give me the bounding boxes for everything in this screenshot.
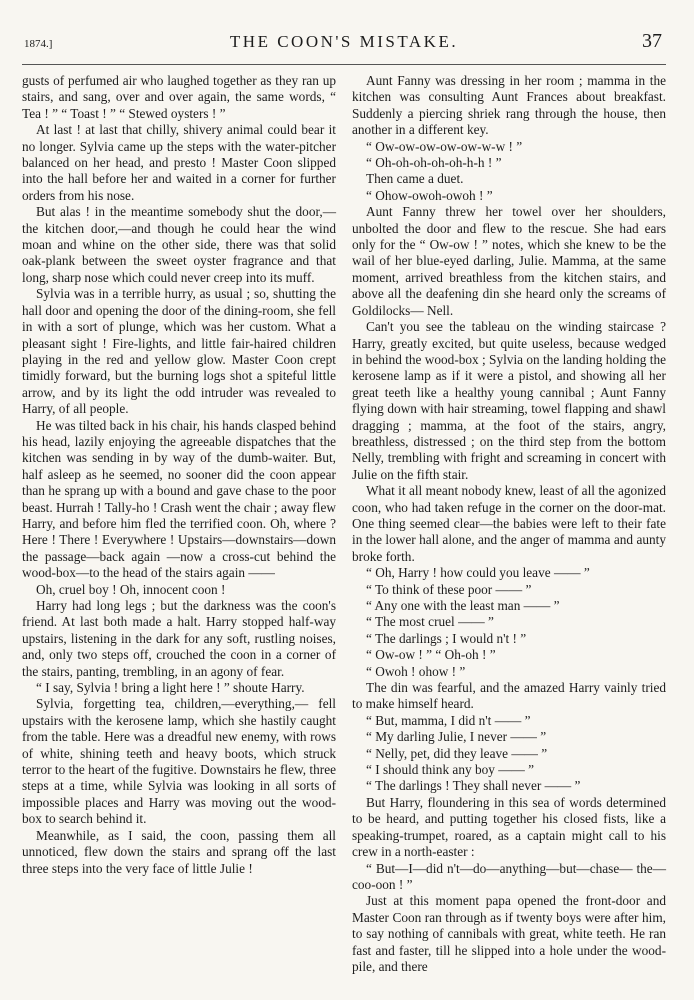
paragraph: Can't you see the tableau on the winding staircase ? Harry, greatly excited, but quite useless, because wedged in behind the wood-box ; Sylvia on the landing holding the kerosene lamp as if it were a pistol, and showing all her great teeth like a healthy young cannibal ; Aunt Fanny flying down with hair streaming, towel flapping and shawl dragging ; mamma, at the foot of the stairs, angry, breathless, distressed ; on the third step from the bottom Nelly, trembling with fright and screaming in concert with Julie on the fifth stair.	[352, 319, 666, 482]
dialogue-line: “ My darling Julie, I never —— ”	[366, 729, 547, 745]
paragraph: But Harry, floundering in this sea of words determined to be heard, and putting together his closed fists, like a speaking-trumpet, roared, as a captain might call to his crew in a north-easter :	[352, 794, 666, 860]
paragraph: Meanwhile, as I said, the coon, passing them all unnoticed, flew down the stairs and sprang off the last three steps into the very face of little Julie !	[22, 827, 336, 876]
dialogue-line: “ Any one with the least man —— ”	[366, 598, 560, 613]
text-columns	[22, 73, 666, 975]
dialogue-line: “ I should think any boy —— ”	[366, 762, 535, 778]
dialogue-line: “ Oh, Harry ! how could you leave —— ”	[366, 565, 590, 581]
paragraph: Harry had long legs ; but the darkness was the coon's friend. At last both made a halt. Harry stopped half-way upstairs, listening in the dark for any soft, rustling noises, and, only two steps off, crouched the coon in a corner of the stairs, panting, trembling, in an agony of fear.	[22, 598, 336, 679]
dialogue-line: “ But, mamma, I did n't —— ”	[366, 712, 531, 728]
dialogue-line: “ Nelly, pet, did they leave —— ”	[366, 745, 548, 761]
dialogue-line: “ Ow-ow ! ” “ Oh-oh ! ”	[366, 647, 496, 663]
dialogue-line: “ Ohow-owoh-owoh ! ”	[366, 187, 493, 203]
dialogue-line: “ The darlings ! They shall never —— ”	[366, 778, 581, 794]
issue-date: 1874.]	[24, 38, 53, 50]
paragraph: Sylvia, forgetting tea, children,—everything,— fell upstairs with the kerosene lamp, which she hastily caught from the table. Here was a dreadful new enemy, with rows of white, shining teeth and heavy boots, which struck terror to the heart of the fugitive. Downstairs he flew, three steps at a time, while Sylvia was looking in all sorts of impossible places and Harry was moving out the wood-box to search behind it.	[22, 696, 336, 827]
paragraph: The din was fearful, and the amazed Harry vainly tried to make himself heard.	[352, 680, 666, 712]
dialogue-line: “ But—I—did n't—do—anything—but—chase— the—coo-oon ! ”	[352, 860, 666, 892]
paragraph: He was tilted back in his chair, his hands clasped behind his head, lazily enjoying the agreeable dispatches that the kitchen was sending in by way of the dumb-waiter. But, half asleep as he seemed, no sooner did the coon appear than he sprang up with a bound and gave chase to the poor beast. Hurrah ! Tally-ho ! Crash went the chair ; away flew Harry, and before him fled the terrified coon. Oh, where ? Here ! There ! Everywhere ! Upstairs—downstairs—down the passage—back again —now a cross-cut behind the wood-box—to the head of the stairs again ——	[22, 417, 336, 581]
paragraph: Then came a duet.	[366, 171, 464, 187]
paragraph: What it all meant nobody knew, least of all the agonized coon, who had taken refuge in the corner on the door-mat. One thing seemed clear—the babies were left to their fate in the lower hall alone, and the anger of mamma and aunty broke forth.	[352, 483, 666, 564]
dialogue-line: “ Ow-ow-ow-ow-ow-w-w ! ”	[366, 138, 523, 154]
paragraph: Aunt Fanny was dressing in her room ; mamma in the kitchen was consulting Aunt Frances about breakfast. Suddenly a piercing shriek rang through the house, then another in a different key.	[352, 73, 666, 138]
dialogue-line: “ The darlings ; I would n't ! ”	[366, 630, 527, 646]
story-title: THE COON'S MISTAKE.	[229, 32, 459, 51]
paragraph: “ I say, Sylvia ! bring a light here ! ” shoute Harry.	[36, 680, 305, 696]
paragraph: At last ! at last that chilly, shivery animal could bear it no longer. Sylvia came up the steps with the water-pitcher balanced on her head, and presto ! Master Coon slipped into the hall before her and waited in a corner for further orders from his nose.	[22, 122, 336, 203]
dialogue-line: “ Oh-oh-oh-oh-oh-h-h ! ”	[366, 155, 502, 171]
running-header	[22, 24, 666, 65]
right-column	[352, 73, 666, 975]
left-column	[22, 73, 336, 975]
dialogue-line: “ Owoh ! ohow ! ”	[366, 663, 466, 679]
paragraph: Just at this moment papa opened the front-door and Master Coon ran through as if twenty boys were after him, to say nothing of cannibals with great, white teeth. He ran fast and faster, till he slipped into a hole under the wood-pile, and there	[352, 893, 666, 974]
dialogue-line: “ The most cruel —— ”	[366, 614, 494, 630]
paragraph: Oh, cruel boy ! Oh, innocent coon !	[36, 581, 226, 597]
paragraph: Aunt Fanny threw her towel over her shoulders, unbolted the door and flew to the rescue. She had ears only for the “ Ow-ow ! ” notes, which she knew to be the wail of her blue-eyed darling, Julie. Mamma, at the same moment, arrived breathless from the kitchen stairs, and above all the deafening din she heard only the screams of Goldilocks— Nell.	[352, 204, 666, 318]
paragraph: But alas ! in the meantime somebody shut the door,—the kitchen door,—and though he could hear the wind moan and whine on the other side, there was that solid oak-plank between the sweet oyster fragrance and that long, sharp nose which could never creep into its muff.	[22, 204, 336, 285]
dialogue-line: “ To think of these poor —— ”	[366, 581, 532, 597]
paragraph: gusts of perfumed air who laughed together as they ran up stairs, and sang, over and over again, the same words, “ Tea ! ” “ Toast ! ” “ Stewed oysters ! ”	[22, 73, 336, 121]
page-number: 37	[642, 30, 662, 52]
paragraph: Sylvia was in a terrible hurry, as usual ; so, shutting the hall door and opening the door of the dining-room, she fell in with a sort of plunge, which was her custom. What a pleasant sight ! Fire-lights, and little fair-haired children playing in the red and yellow glow. Master Coon crept timidly forward, but the burning logs shot a spiteful little arrow, and by its light the odd intruder was revealed to Harry, of all people.	[22, 286, 336, 417]
